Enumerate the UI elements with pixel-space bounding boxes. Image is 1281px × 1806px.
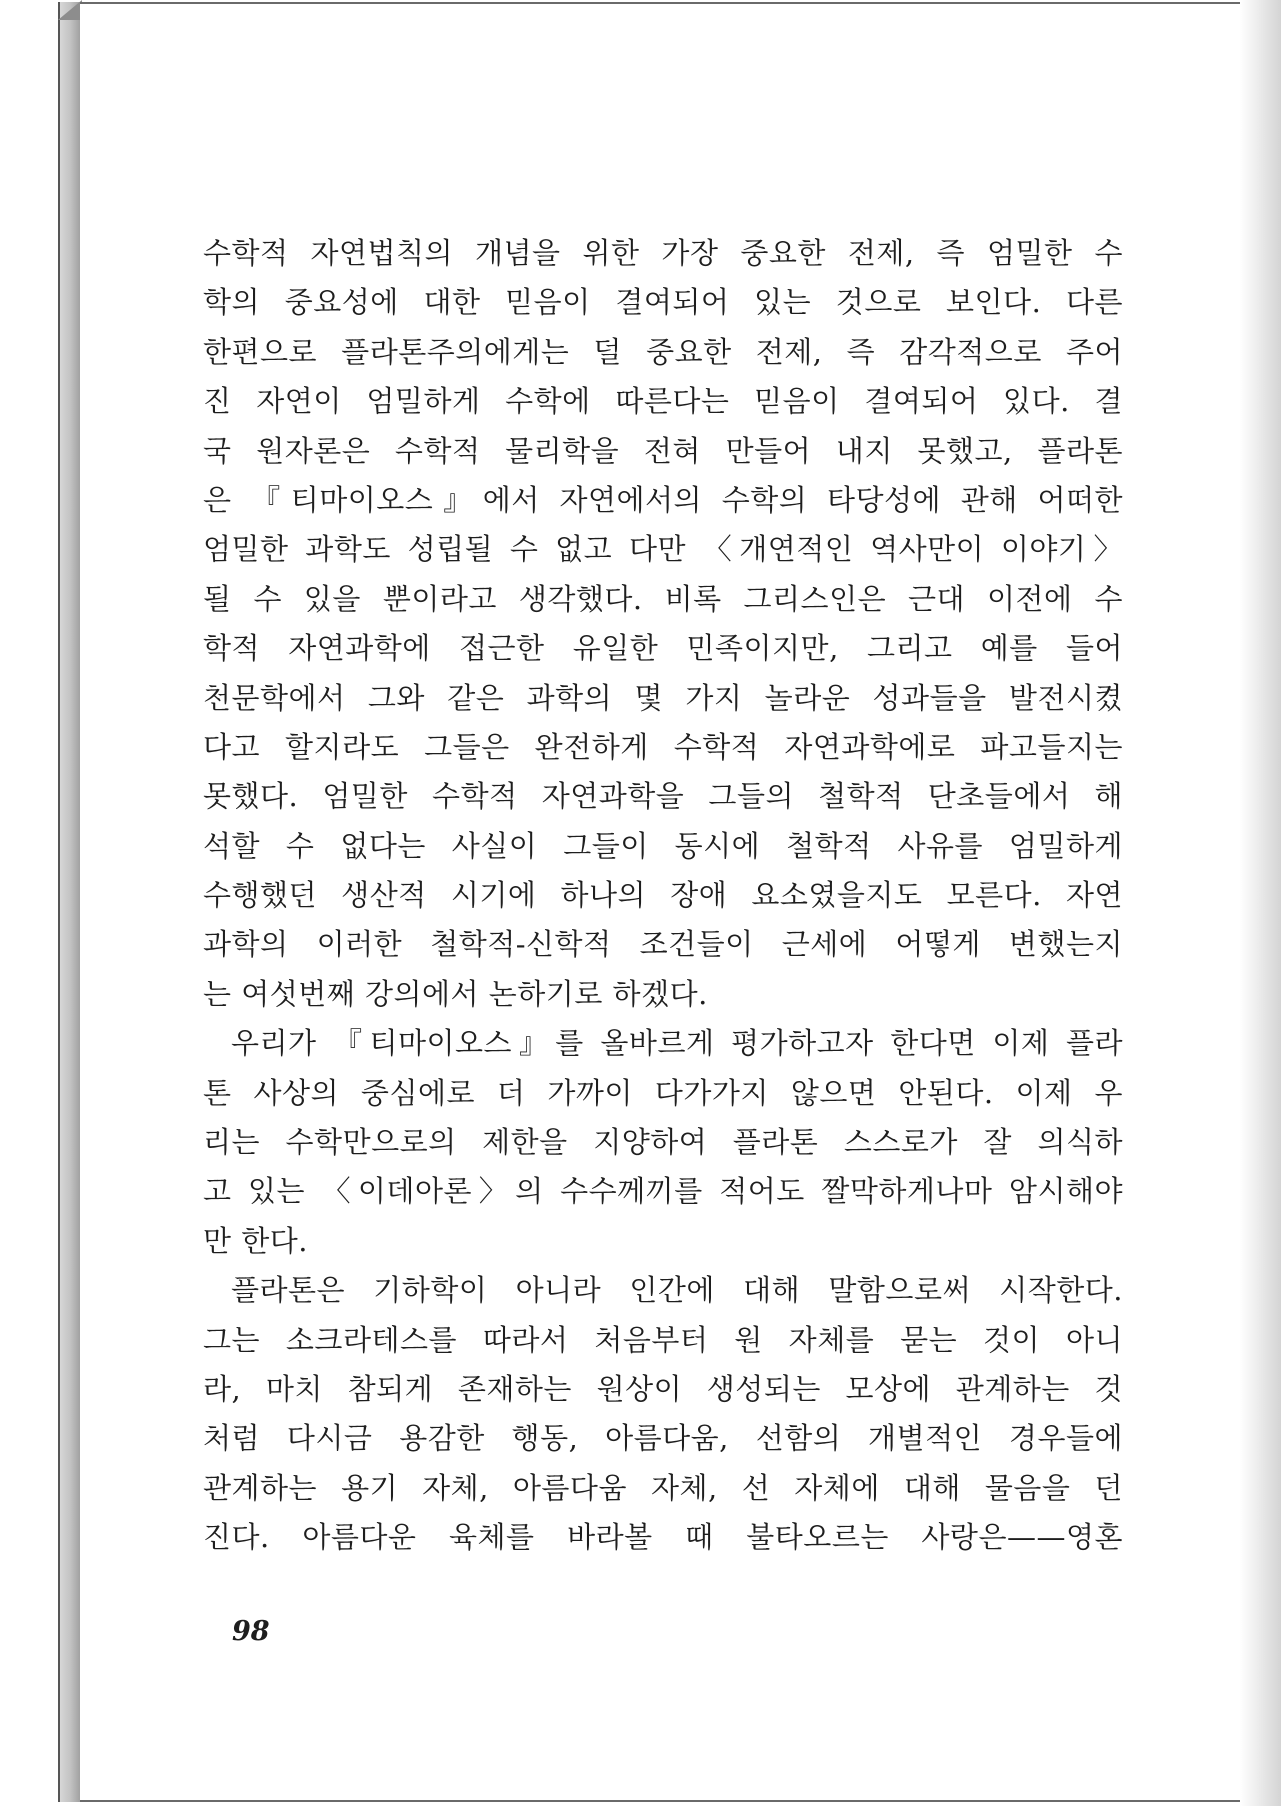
text-line: 만 한다. xyxy=(203,1223,308,1258)
text-line: 리는 수학만으로의 제한을 지양하여 플라톤 스스로가 잘 의식하 xyxy=(203,1125,1123,1160)
text-line: 고 있는 〈이데아론〉의 수수께끼를 적어도 짤막하게나마 암시해야 xyxy=(203,1174,1123,1209)
text-line: 다고 할지라도 그들은 완전하게 수학적 자연과학에로 파고들지는 xyxy=(203,729,1123,764)
text-line: 처럼 다시금 용감한 행동, 아름다움, 선함의 개별적인 경우들에 xyxy=(203,1421,1123,1456)
page-number: 98 xyxy=(232,1616,270,1647)
text-line: 은 『티마이오스』에서 자연에서의 수학의 타당성에 관해 어떠한 xyxy=(203,482,1123,517)
text-line: 수학적 자연법칙의 개념을 위한 가장 중요한 전제, 즉 엄밀한 수 xyxy=(203,236,1123,270)
text-line: 될 수 있을 뿐이라고 생각했다. 비록 그리스인은 근대 이전에 수 xyxy=(203,581,1123,616)
text-line: 라, 마치 참되게 존재하는 원상이 생성되는 모상에 관계하는 것 xyxy=(203,1371,1123,1406)
text-line: 관계하는 용기 자체, 아름다움 자체, 선 자체에 대해 물음을 던 xyxy=(203,1470,1123,1505)
text-line: 학의 중요성에 대한 믿음이 결여되어 있는 것으로 보인다. 다른 xyxy=(203,285,1123,320)
text-line: 우리가 『티마이오스』를 올바르게 평가하고자 한다면 이제 플라 xyxy=(231,1026,1123,1061)
text-line: 한편으로 플라톤주의에게는 덜 중요한 전제, 즉 감각적으로 주어 xyxy=(203,334,1123,369)
text-line: 학적 자연과학에 접근한 유일한 민족이지만, 그리고 예를 들어 xyxy=(203,631,1123,666)
text-line: 못했다. 엄밀한 수학적 자연과학을 그들의 철학적 단초들에서 해 xyxy=(203,779,1123,814)
text-line: 과학의 이러한 철학적-신학적 조건들이 근세에 어떻게 변했는지 xyxy=(203,927,1123,962)
text-line: 천문학에서 그와 같은 과학의 몇 가지 놀라운 성과들을 발전시켰 xyxy=(203,680,1123,715)
page-edge-shadow xyxy=(1240,0,1281,1806)
text-line: 국 원자론은 수학적 물리학을 전혀 만들어 내지 못했고, 플라톤 xyxy=(203,433,1123,468)
text-line: 진다. 아름다운 육체를 바라볼 때 불타오르는 사랑은——영혼 xyxy=(203,1520,1123,1555)
book-spine xyxy=(58,2,82,1802)
text-line: 엄밀한 과학도 성립될 수 없고 다만 〈개연적인 역사만이 이야기〉 xyxy=(203,532,1123,567)
body-text xyxy=(203,229,1123,1563)
text-line: 석할 수 없다는 사실이 그들이 동시에 철학적 사유를 엄밀하게 xyxy=(203,828,1123,863)
text-line: 수행했던 생산적 시기에 하나의 장애 요소였을지도 모른다. 자연 xyxy=(203,878,1123,913)
text-line: 플라톤은 기하학이 아니라 인간에 대해 말함으로써 시작한다. xyxy=(231,1273,1123,1308)
text-line: 그는 소크라테스를 따라서 처음부터 원 자체를 묻는 것이 아니 xyxy=(203,1322,1123,1357)
text-line: 는 여섯번째 강의에서 논하기로 하겠다. xyxy=(203,976,708,1011)
text-line: 톤 사상의 중심에로 더 가까이 다가가지 않으면 안된다. 이제 우 xyxy=(203,1075,1123,1110)
text-line: 진 자연이 엄밀하게 수학에 따른다는 믿음이 결여되어 있다. 결 xyxy=(203,384,1123,419)
